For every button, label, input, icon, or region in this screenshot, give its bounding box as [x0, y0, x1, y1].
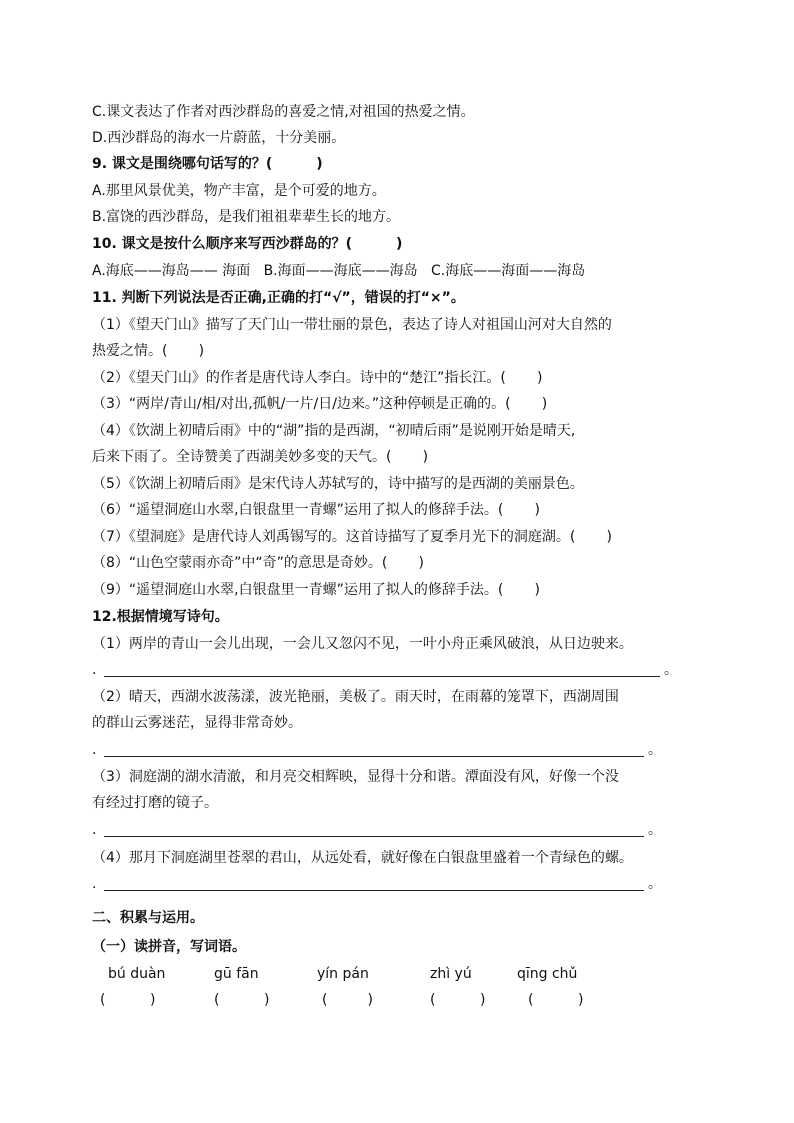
- q11-item-8: （8）“山色空蒙雨亦奇”中“奇”的意思是奇妙。( ): [92, 555, 424, 571]
- answer-line[interactable]: [104, 756, 644, 757]
- q11-item-1-line-2: 热爱之情。( ): [92, 343, 205, 359]
- q12-item-2-line-1: （2）晴天，西湖水波荡漾，波光艳丽，美极了。雨天时，在雨幕的笼罩下，西湖周围: [92, 689, 619, 705]
- option-c-text: C.课文表达了作者对西沙群岛的喜爱之情,对祖国的热爱之情。: [92, 104, 475, 120]
- q12-item-3-line-1: （3）洞庭湖的湖水清澈，和月亮交相辉映，显得十分和谐。潭面没有风，好像一个没: [92, 769, 619, 785]
- q12-answer-4[interactable]: [92, 874, 692, 894]
- question-10-title: 10. 课文是按什么顺序来写西沙群岛的？( ): [92, 236, 403, 252]
- q11-item-2: （2）《望天门山》的作者是唐代诗人李白。诗中的“楚江”指长江。( ): [92, 370, 543, 386]
- answer-box-3[interactable]: ( ): [322, 992, 373, 1008]
- pinyin-1: bú duàn: [108, 966, 166, 982]
- answer-line[interactable]: [104, 890, 644, 891]
- q9-option-a: A.那里风景优美，物产丰富，是个可爱的地方。: [92, 183, 386, 199]
- question-11-title: 11. 判断下列说法是否正确,正确的打“√”，错误的打“×”。: [92, 290, 465, 306]
- answer-box-4[interactable]: ( ): [430, 992, 486, 1008]
- q12-answer-2[interactable]: [92, 740, 692, 760]
- answer-box-2[interactable]: ( ): [214, 992, 270, 1008]
- answer-line[interactable]: [104, 836, 644, 837]
- q11-item-7: （7）《望洞庭》是唐代诗人刘禹锡写的。这首诗描写了夏季月光下的洞庭湖。( ): [92, 529, 612, 545]
- pinyin-2: gū fān: [214, 966, 259, 982]
- q12-item-3-line-2: 有经过打磨的镜子。: [92, 795, 218, 811]
- pinyin-4: zhì yú: [430, 966, 472, 982]
- blank-lead: .: [92, 662, 97, 678]
- section-2-title: 二、积累与运用。: [92, 910, 204, 926]
- blank-lead: .: [92, 822, 97, 838]
- answer-box-1[interactable]: ( ): [100, 992, 156, 1008]
- pinyin-5: qīng chǔ: [517, 966, 578, 982]
- q12-answer-3[interactable]: [92, 820, 692, 840]
- blank-end: 。: [648, 876, 662, 892]
- q11-item-9: （9）“遥望洞庭山水翠,白银盘里一青螺”运用了拟人的修辞手法。( ): [92, 582, 540, 598]
- option-d-text: D.西沙群岛的海水一片蔚蓝，十分美丽。: [92, 130, 346, 146]
- answer-box-5[interactable]: ( ): [528, 992, 584, 1008]
- question-12-title: 12.根据情境写诗句。: [92, 609, 229, 625]
- subsection-1-title: （一）读拼音，写词语。: [92, 939, 246, 955]
- q9-option-b: B.富饶的西沙群岛，是我们祖祖辈辈生长的地方。: [92, 209, 401, 225]
- q11-item-1-line-1: （1）《望天门山》描写了天门山一带壮丽的景色，表达了诗人对祖国山河对大自然的: [92, 317, 612, 333]
- pinyin-3: yín pán: [317, 966, 369, 982]
- q11-item-4-line-1: （4）《饮湖上初晴后雨》中的“湖”指的是西湖，“初晴后雨”是说刚开始是晴天,: [92, 423, 576, 439]
- answer-box-row: [100, 992, 660, 1012]
- blank-end: 。: [648, 742, 662, 758]
- q11-item-3: （3）“两岸/青山/相/对出,孤帆/一片/日/边来。”这种停顿是正确的。( ): [92, 396, 548, 412]
- blank-end: 。: [664, 662, 678, 678]
- pinyin-row: [100, 966, 660, 986]
- blank-lead: .: [92, 742, 97, 758]
- blank-end: 。: [648, 822, 662, 838]
- q10-options: A.海底——海岛—— 海面 B.海面——海底——海岛 C.海底——海面——海岛: [92, 263, 586, 279]
- question-9-title: 9. 课文是围绕哪句话写的？( ): [92, 156, 323, 172]
- q12-answer-1[interactable]: [92, 660, 692, 680]
- q12-item-1: （1）两岸的青山一会儿出现，一会儿又忽闪不见，一叶小舟正乘风破浪，从日边驶来。: [92, 636, 633, 652]
- q12-item-2-line-2: 的群山云雾迷茫，显得非常奇妙。: [92, 715, 302, 731]
- q11-item-5: （5）《饮湖上初晴后雨》是宋代诗人苏轼写的，诗中描写的是西湖的美丽景色。: [92, 476, 584, 492]
- answer-line[interactable]: [104, 676, 660, 677]
- q12-item-4: （4）那月下洞庭湖里苍翠的君山，从远处看，就好像在白银盘里盛着一个青绿色的螺。: [92, 850, 633, 866]
- q11-item-6: （6）“遥望洞庭山水翠,白银盘里一青螺”运用了拟人的修辞手法。( ): [92, 502, 540, 518]
- q11-item-4-line-2: 后来下雨了。全诗赞美了西湖美妙多变的天气。( ): [92, 449, 429, 465]
- blank-lead: .: [92, 876, 97, 892]
